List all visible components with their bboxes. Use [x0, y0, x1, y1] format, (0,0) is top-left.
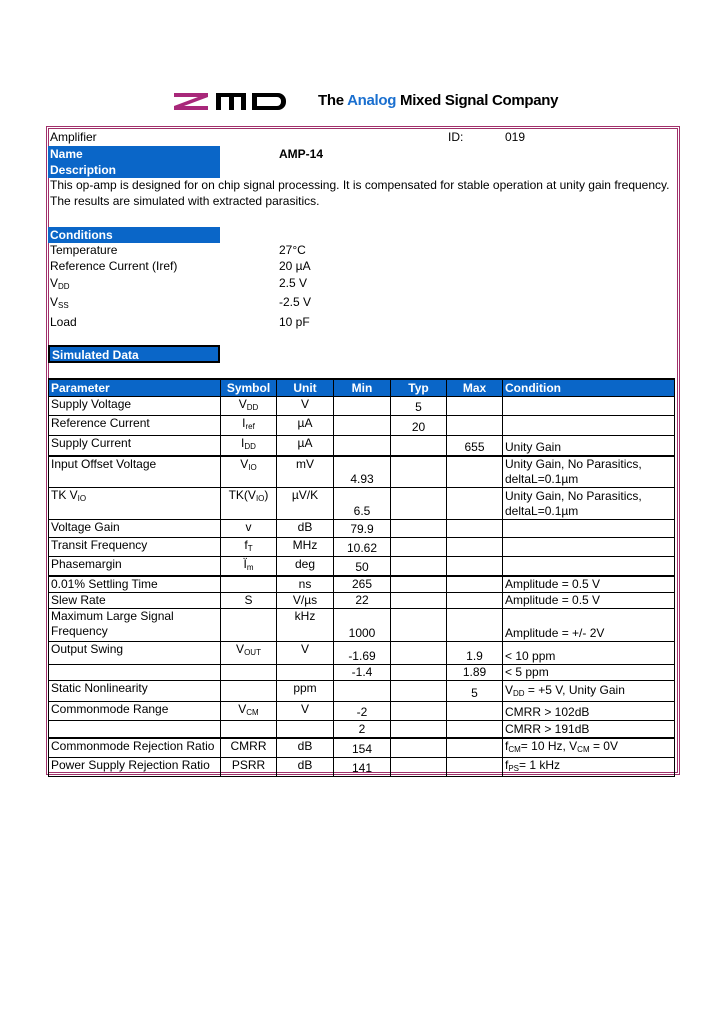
min-cell: 6.5 — [334, 488, 391, 520]
condition-text-2-subscript: CM — [577, 744, 590, 754]
symbol-text: PSRR — [231, 757, 266, 772]
min-cell: 2 — [334, 721, 391, 738]
typ-cell — [391, 456, 447, 488]
typ-cell — [391, 642, 447, 665]
unit-cell: deg — [277, 557, 334, 577]
unit-cell: mV — [277, 456, 334, 488]
simulated-data-header: Simulated Data — [48, 345, 220, 363]
parameter-cell — [49, 576, 221, 593]
parameter-cell — [49, 609, 221, 642]
unit-cell: V — [277, 642, 334, 665]
symbol-cell — [221, 488, 277, 520]
condition-value: 10 pF — [279, 315, 310, 329]
typ-cell — [391, 538, 447, 557]
table-row — [49, 520, 675, 538]
table-row — [49, 609, 675, 642]
condition-text: Unity Gain — [505, 439, 562, 454]
parameter-text: Phasemargin — [51, 557, 122, 571]
symbol-text-subscript: IO — [248, 462, 257, 472]
condition-cell — [503, 721, 675, 738]
max-cell: 1.89 — [447, 665, 503, 681]
table-header-row — [49, 379, 675, 397]
parameter-cell — [49, 702, 221, 721]
symbol-text: I — [242, 416, 246, 430]
min-cell: 265 — [334, 576, 391, 593]
unit-cell: dB — [277, 757, 334, 776]
condition-cell — [503, 436, 675, 456]
unit-cell: dB — [277, 520, 334, 538]
condition-cell — [503, 681, 675, 702]
parameter-text: 0.01% Settling Time — [51, 577, 158, 591]
condition-cell — [503, 456, 675, 488]
symbol-cell — [221, 721, 277, 738]
description-header: Description — [48, 162, 220, 178]
parameter-text: Power Supply Rejection Ratio — [51, 757, 210, 772]
parameter-cell — [49, 456, 221, 488]
unit-cell — [277, 665, 334, 681]
symbol-cell — [221, 520, 277, 538]
condition-text: < 10 ppm — [505, 649, 556, 663]
symbol-cell — [221, 593, 277, 609]
table-row — [49, 642, 675, 665]
header-min: Min — [334, 379, 391, 397]
condition-name-text: V — [50, 276, 59, 290]
symbol-cell — [221, 665, 277, 681]
max-cell: 655 — [447, 436, 503, 456]
parameter-text: Static Nonlinearity — [51, 681, 148, 695]
typ-cell — [391, 757, 447, 776]
condition-cell — [503, 520, 675, 538]
min-cell — [334, 416, 391, 436]
parameter-text: Slew Rate — [51, 593, 106, 607]
zmd-logo — [172, 90, 288, 112]
id-label: ID: — [448, 130, 464, 144]
symbol-text: V — [236, 642, 245, 656]
symbol-suffix: ) — [264, 488, 269, 502]
symbol-text-subscript: IO — [255, 494, 265, 503]
min-cell: 79.9 — [334, 520, 391, 538]
table-row — [49, 665, 675, 681]
parameter-cell — [49, 488, 221, 520]
condition-text: Amplitude = 0.5 V — [505, 593, 601, 607]
condition-value: -2.5 V — [279, 295, 312, 309]
min-cell: 154 — [334, 738, 391, 758]
unit-cell: µA — [277, 436, 334, 456]
conditions-header: Conditions — [48, 227, 220, 243]
parameter-text: Input Offset Voltage — [51, 456, 157, 471]
table-row — [49, 416, 675, 436]
parameter-cell — [49, 538, 221, 557]
symbol-text: V — [238, 397, 247, 411]
condition-text: Amplitude = +/- 2V — [505, 626, 605, 640]
condition-cell — [503, 665, 675, 681]
unit-cell: V — [277, 702, 334, 721]
typ-cell — [391, 436, 447, 456]
condition-cell — [503, 488, 675, 520]
parameter-cell — [49, 436, 221, 456]
description-line-2: The results are simulated with extracted parasitics. — [50, 194, 320, 208]
symbol-text: V — [240, 456, 249, 471]
symbol-text-subscript: m — [246, 563, 254, 572]
specs-table — [48, 378, 675, 777]
symbol-cell — [221, 557, 277, 577]
parameter-cell — [49, 397, 221, 416]
parameter-text-2: Frequency — [51, 624, 108, 638]
condition-cell — [503, 593, 675, 609]
condition-name-text: Reference Current (Iref) — [50, 259, 178, 273]
unit-cell: dB — [277, 738, 334, 758]
typ-cell — [391, 738, 447, 758]
condition-cell — [503, 738, 675, 758]
unit-cell — [277, 721, 334, 738]
condition-cell — [503, 642, 675, 665]
header-typ: Typ — [391, 379, 447, 397]
unit-cell: MHz — [277, 538, 334, 557]
header-unit: Unit — [277, 379, 334, 397]
table-row — [49, 721, 675, 738]
unit-cell: ns — [277, 576, 334, 593]
min-cell: 141 — [334, 757, 391, 776]
table-row — [49, 436, 675, 456]
condition-text: CMRR > 102dB — [505, 705, 590, 719]
symbol-cell — [221, 609, 277, 642]
condition-text: f — [505, 757, 509, 772]
min-cell: -2 — [334, 702, 391, 721]
table-row — [49, 681, 675, 702]
symbol-text: CMRR — [230, 738, 267, 753]
condition-text-2: = 1 kHz — [519, 757, 561, 772]
parameter-cell — [49, 665, 221, 681]
symbol-cell — [221, 702, 277, 721]
parameter-cell — [49, 557, 221, 577]
condition-cell — [503, 576, 675, 593]
condition-text: Amplitude = 0.5 V — [505, 577, 601, 591]
symbol-text: V — [238, 702, 247, 716]
condition-text-subscript: PS — [508, 763, 520, 773]
parameter-cell — [49, 642, 221, 665]
condition-text-2: = 10 Hz, V — [520, 738, 578, 753]
max-cell — [447, 416, 503, 436]
max-cell — [447, 456, 503, 488]
typ-cell: 5 — [391, 397, 447, 416]
max-cell — [447, 397, 503, 416]
condition-name-text-subscript: SS — [58, 301, 69, 310]
condition-cell — [503, 538, 675, 557]
table-row — [49, 738, 675, 758]
min-cell: 50 — [334, 557, 391, 577]
parameter-text: Transit Frequency — [51, 538, 148, 552]
parameter-text: TK V — [51, 488, 78, 502]
symbol-text: f — [244, 538, 248, 552]
header-max: Max — [447, 379, 503, 397]
condition-name-text: Load — [50, 315, 77, 329]
parameter-cell — [49, 416, 221, 436]
typ-cell — [391, 702, 447, 721]
header-condition: Condition — [503, 379, 675, 397]
symbol-text: v — [245, 520, 252, 534]
parameter-text: Reference Current — [51, 416, 150, 430]
symbol-cell — [221, 681, 277, 702]
min-cell: 22 — [334, 593, 391, 609]
condition-name — [50, 295, 69, 310]
unit-cell: µV/K — [277, 488, 334, 520]
parameter-text: Maximum Large Signal — [51, 609, 174, 623]
typ-cell: 20 — [391, 416, 447, 436]
condition-text-3: = 0V — [589, 738, 618, 753]
symbol-cell — [221, 757, 277, 776]
typ-cell — [391, 681, 447, 702]
table-row — [49, 557, 675, 577]
min-cell: 1000 — [334, 609, 391, 642]
unit-cell: µA — [277, 416, 334, 436]
condition-name — [50, 276, 70, 291]
description-line-1: This op-amp is designed for on chip signal processing. It is compensated for stable operation at unity gain frequency. — [50, 178, 670, 192]
symbol-cell — [221, 738, 277, 758]
symbol-text: S — [244, 593, 253, 607]
name-value: AMP-14 — [279, 147, 324, 161]
symbol-text: Ï — [243, 557, 247, 571]
max-cell — [447, 520, 503, 538]
parameter-cell — [49, 520, 221, 538]
condition-text: f — [505, 738, 509, 753]
min-cell: 4.93 — [334, 456, 391, 488]
condition-cell — [503, 397, 675, 416]
header-parameter: Parameter — [49, 379, 221, 397]
min-cell — [334, 681, 391, 702]
header-symbol: Symbol — [221, 379, 277, 397]
parameter-text-subscript: IO — [77, 494, 87, 503]
symbol-cell — [221, 538, 277, 557]
parameter-cell — [49, 738, 221, 758]
symbol-cell — [221, 397, 277, 416]
table-row — [49, 593, 675, 609]
condition-text-2: = +5 V, Unity Gain — [524, 683, 625, 697]
symbol-text-subscript: OUT — [244, 648, 261, 657]
max-cell — [447, 609, 503, 642]
company-tagline: The Analog Mixed Signal Company — [318, 92, 559, 109]
condition-value: 20 µA — [279, 259, 311, 273]
symbol-text-subscript: T — [247, 544, 253, 553]
max-cell — [447, 538, 503, 557]
table-row — [49, 456, 675, 488]
typ-cell — [391, 609, 447, 642]
symbol-cell — [221, 576, 277, 593]
max-cell — [447, 593, 503, 609]
symbol-cell — [221, 456, 277, 488]
condition-name — [50, 243, 117, 257]
condition-text: CMRR > 191dB — [505, 721, 590, 736]
condition-text: V — [505, 683, 514, 697]
typ-cell — [391, 665, 447, 681]
symbol-text-subscript: DD — [244, 442, 256, 451]
name-header: Name — [48, 146, 220, 162]
condition-name-text-subscript: DD — [58, 282, 70, 291]
table-row — [49, 757, 675, 776]
typ-cell — [391, 488, 447, 520]
symbol-text-subscript: ref — [245, 422, 255, 431]
table-row — [49, 576, 675, 593]
parameter-text: Commonmode Range — [51, 702, 169, 716]
condition-line-2: deltaL=0.1µm — [505, 504, 579, 518]
condition-name — [50, 315, 77, 329]
parameter-text: Commonmode Rejection Ratio — [51, 738, 215, 753]
parameter-text: Voltage Gain — [51, 520, 120, 534]
parameter-text: Output Swing — [51, 642, 124, 656]
max-cell — [447, 576, 503, 593]
typ-cell — [391, 593, 447, 609]
condition-line-2: deltaL=0.1µm — [505, 472, 579, 486]
min-cell: -1.4 — [334, 665, 391, 681]
symbol-cell — [221, 642, 277, 665]
unit-cell: V/µs — [277, 593, 334, 609]
max-cell — [447, 738, 503, 758]
table-row — [49, 397, 675, 416]
parameter-cell — [49, 593, 221, 609]
typ-cell — [391, 721, 447, 738]
condition-name — [50, 259, 177, 273]
table-row — [49, 488, 675, 520]
symbol-cell — [221, 416, 277, 436]
unit-cell: V — [277, 397, 334, 416]
condition-cell — [503, 757, 675, 776]
min-cell — [334, 436, 391, 456]
condition-text-subscript: CM — [508, 744, 521, 754]
symbol-text-subscript: DD — [246, 403, 259, 412]
max-cell: 5 — [447, 681, 503, 702]
category-label: Amplifier — [50, 130, 97, 144]
max-cell — [447, 488, 503, 520]
condition-cell — [503, 416, 675, 436]
parameter-text: Supply Current — [51, 436, 132, 450]
condition-text: < 5 ppm — [505, 665, 549, 679]
max-cell — [447, 557, 503, 577]
condition-name-text: V — [50, 295, 59, 309]
typ-cell — [391, 520, 447, 538]
min-cell — [334, 397, 391, 416]
unit-cell: kHz — [277, 609, 334, 642]
max-cell — [447, 702, 503, 721]
condition-name-text: Temperature — [50, 243, 118, 257]
condition-text-subscript: DD — [513, 689, 525, 698]
id-value: 019 — [505, 130, 526, 144]
condition-cell — [503, 557, 675, 577]
condition-value: 27°C — [279, 243, 306, 257]
symbol-text: I — [241, 436, 245, 450]
condition-text: Unity Gain, No Parasitics, — [505, 489, 642, 503]
condition-cell — [503, 702, 675, 721]
parameter-text: Supply Voltage — [51, 397, 132, 411]
unit-cell: ppm — [277, 681, 334, 702]
condition-cell — [503, 609, 675, 642]
symbol-text: TK(V — [228, 488, 256, 502]
table-row — [49, 538, 675, 557]
max-cell: 1.9 — [447, 642, 503, 665]
max-cell — [447, 757, 503, 776]
min-cell: 10.62 — [334, 538, 391, 557]
parameter-cell — [49, 721, 221, 738]
parameter-cell — [49, 681, 221, 702]
max-cell — [447, 721, 503, 738]
min-cell: -1.69 — [334, 642, 391, 665]
typ-cell — [391, 576, 447, 593]
symbol-cell — [221, 436, 277, 456]
symbol-text-subscript: CM — [246, 708, 259, 717]
condition-value: 2.5 V — [279, 276, 308, 290]
parameter-cell — [49, 757, 221, 776]
table-row — [49, 702, 675, 721]
typ-cell — [391, 557, 447, 577]
condition-text: Unity Gain, No Parasitics, — [505, 457, 642, 471]
